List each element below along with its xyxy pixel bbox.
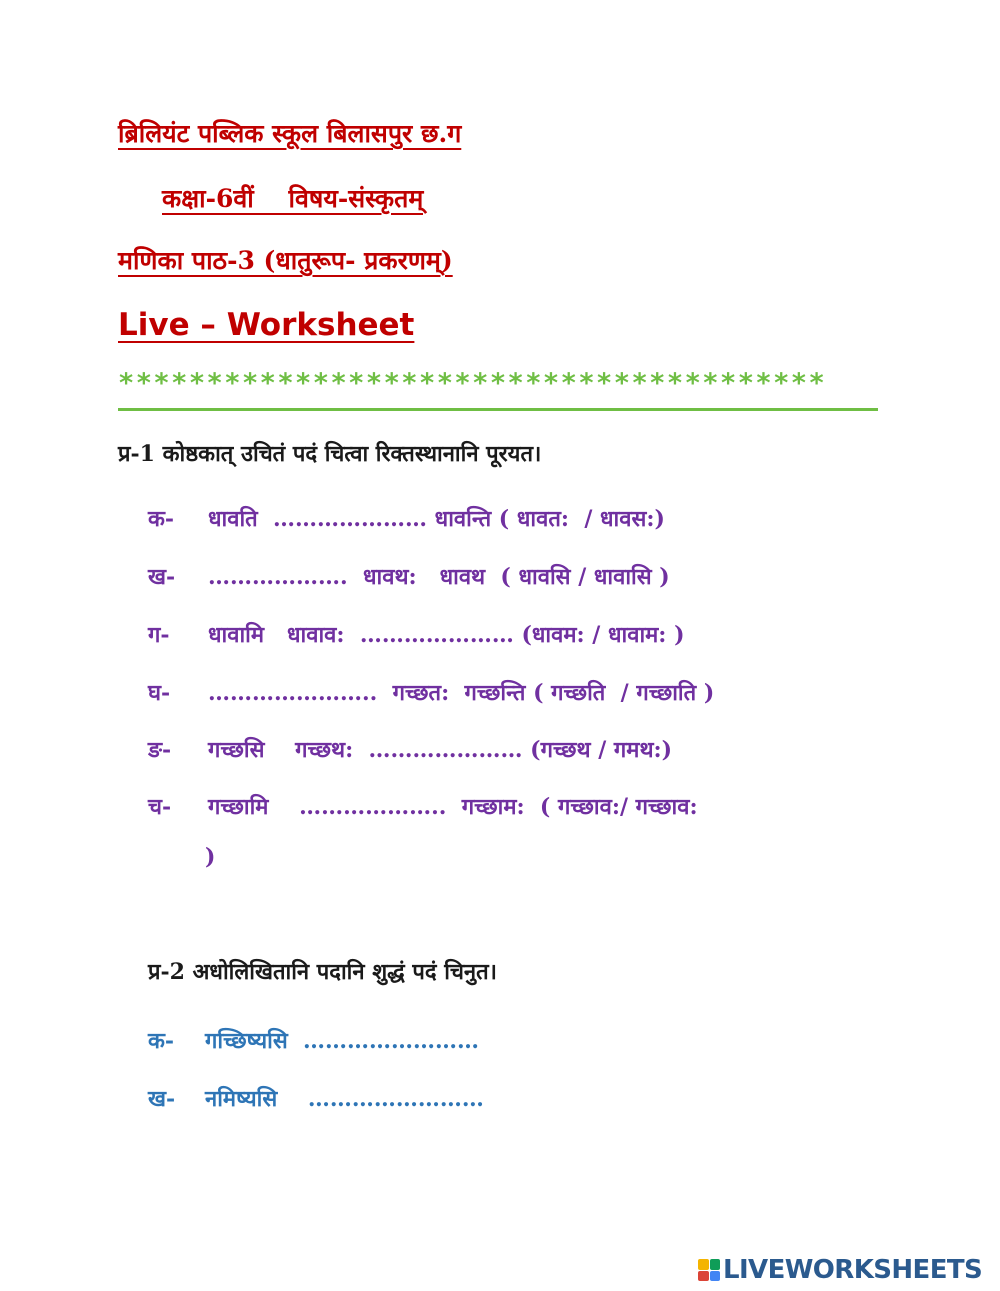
q1-item-label: क-	[148, 506, 175, 532]
q2-item-label: क-	[148, 1028, 175, 1054]
q2-item-label: ख-	[148, 1086, 176, 1112]
q1-item-text: ………………….. गच्छत: गच्छन्ति ( गच्छति / गच्छाति )	[208, 680, 715, 706]
q1-item-5[interactable]	[148, 734, 672, 764]
q1-item-3[interactable]	[148, 619, 684, 649]
q1-item-label: घ-	[148, 680, 171, 706]
lesson-title: मणिका पाठ-3 (धातुरूप- प्रकरणम्)	[118, 246, 453, 275]
q1-item-text: धावामि धावाव: ………………… (धावम: / धावाम: )	[208, 622, 685, 648]
q2-item-text: नमिष्यसि ……………………	[205, 1086, 484, 1112]
q1-item-2[interactable]	[148, 561, 670, 591]
q1-item-text: गच्छसि गच्छथ: ………………… (गच्छथ / गमथ:)	[208, 737, 673, 763]
worksheet-title: Live – Worksheet	[118, 307, 415, 343]
q1-item-4[interactable]	[148, 677, 714, 707]
star-divider: ****************************************	[118, 368, 827, 399]
q2-item-text: गच्छिष्यसि ……………………	[205, 1028, 480, 1054]
liveworksheets-logo-icon	[698, 1259, 720, 1281]
q1-item-text: ………………. धावथ: धावथ ( धावसि / धावासि )	[208, 564, 670, 590]
q1-item-label: ख-	[148, 564, 176, 590]
question-2-title: प्र-2 अधोलिखितानि पदानि शुद्धं पदं चिनुत।	[148, 959, 497, 985]
class-subject-text: कक्षा-6वीं विषय-संस्कृतम्	[162, 184, 424, 213]
class-subject-line	[118, 181, 423, 215]
q1-item-6-continuation: )	[205, 844, 216, 870]
school-name: ब्रिलियंट पब्लिक स्कूल बिलासपुर छ.ग	[118, 119, 462, 148]
q1-item-text: धावति ………………… धावन्ति ( धावत: / धावस:)	[208, 506, 665, 532]
q1-item-label: ग-	[148, 622, 170, 648]
q2-item-1[interactable]	[148, 1025, 479, 1055]
q1-item-label: च-	[148, 794, 172, 820]
q1-item-text: गच्छामि ……………….. गच्छाम: ( गच्छाव:/ गच्छाव:	[208, 794, 698, 820]
q1-item-label: ङ-	[148, 737, 172, 763]
q1-item-6[interactable]	[148, 791, 698, 821]
q1-item-1[interactable]	[148, 503, 665, 533]
q2-item-2[interactable]	[148, 1083, 484, 1113]
question-1-title: प्र-1 कोष्ठकात् उचितं पदं चित्वा रिक्तस्थानानि पूरयत।	[118, 441, 542, 467]
green-divider-line	[118, 408, 878, 411]
liveworksheets-brand[interactable]	[698, 1255, 982, 1285]
brand-name: LIVEWORKSHEETS	[723, 1255, 983, 1285]
